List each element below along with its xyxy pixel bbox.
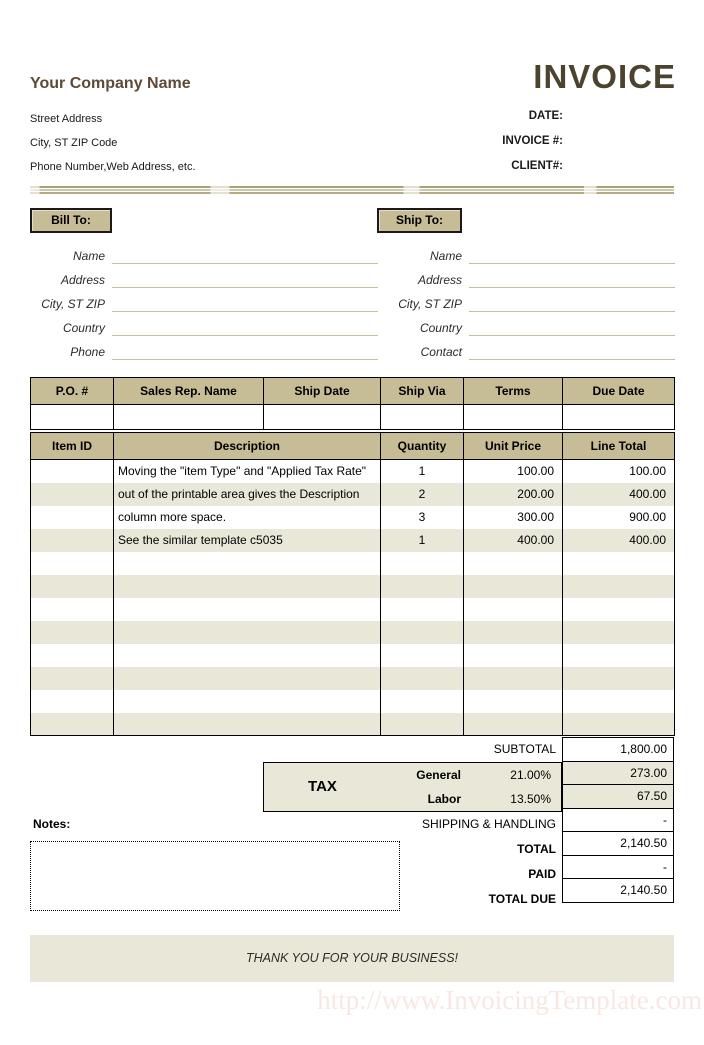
ship-to-row-contact [377,336,675,360]
bill-to-phone-label: Phone [70,345,105,359]
total-label: TOTAL [517,842,556,856]
invoice-number-label: INVOICE #: [502,135,563,147]
ship-to-address-label: Address [417,273,462,287]
item-row-empty [31,713,675,736]
ship-to-row-name [377,240,675,264]
item-id-cell[interactable] [31,506,114,529]
line-total-cell [563,621,675,644]
tax-label: TAX [308,778,337,795]
quantity-cell[interactable] [381,621,464,644]
ship-to-contact-input[interactable] [469,342,675,360]
notes-input[interactable] [30,841,400,911]
due-date-header: Due Date [563,378,675,405]
bill-to-row-name [30,240,378,264]
bill-to-city-label: City, ST ZIP [41,297,105,311]
subtotal-label: SUBTOTAL [493,742,556,756]
line-total-cell: 100.00 [563,460,675,483]
bill-to-row-phone [30,336,378,360]
line-total-cell [563,575,675,598]
terms-header: Terms [464,378,563,405]
bill-to-country-label: Country [62,321,105,335]
ship-to-city-input[interactable] [469,294,675,312]
item-id-cell[interactable] [31,529,114,552]
line-total-header: Line Total [563,433,675,460]
quantity-cell[interactable] [381,690,464,713]
tax-box [263,762,562,812]
tax-row-labor [381,787,557,811]
thank-you-banner: THANK YOU FOR YOUR BUSINESS! [30,935,674,982]
item-id-cell[interactable] [31,713,114,736]
description-cell[interactable] [114,667,381,690]
bill-to-row-city [30,288,378,312]
description-cell[interactable] [114,644,381,667]
bill-to-city-input[interactable] [112,294,378,312]
item-row [31,529,675,552]
shipping-value[interactable]: - [562,808,674,833]
shipping-label: SHIPPING & HANDLING [421,817,556,831]
quantity-cell[interactable] [381,598,464,621]
item-id-cell[interactable] [31,667,114,690]
items-table [30,432,675,736]
unit-price-cell[interactable] [464,667,563,690]
tax-labor-rate[interactable]: 13.50% [510,792,551,806]
ship-via-header: Ship Via [381,378,464,405]
bill-to-row-country [30,312,378,336]
tax-labor-value: 67.50 [562,784,674,809]
tax-general-rate[interactable]: 21.00% [510,768,551,782]
po-number-header: P.O. # [31,378,114,405]
ship-to-name-input[interactable] [469,246,675,264]
description-cell[interactable] [114,552,381,575]
quantity-cell[interactable] [381,667,464,690]
quantity-cell[interactable] [381,713,464,736]
line-total-cell: 400.00 [563,483,675,506]
ship-to-country-input[interactable] [469,318,675,336]
description-cell[interactable]: out of the printable area gives the Description [114,483,381,506]
quantity-header: Quantity [381,433,464,460]
total-value: 2,140.50 [562,831,674,856]
ship-to-row-city [377,288,675,312]
quantity-cell[interactable] [381,552,464,575]
paid-value[interactable]: - [562,855,674,880]
ship-to-name-label: Name [429,249,462,263]
line-total-cell [563,552,675,575]
order-info-table [30,377,675,430]
item-row [31,460,675,483]
unit-price-cell[interactable]: 100.00 [464,460,563,483]
ship-date-header: Ship Date [264,378,381,405]
items-header-row [31,433,675,460]
item-id-header: Item ID [31,433,114,460]
total-due-value: 2,140.50 [562,878,674,903]
item-row-empty [31,667,675,690]
item-row-empty [31,552,675,575]
tax-general-value: 273.00 [562,761,674,786]
description-cell[interactable]: column more space. [114,506,381,529]
unit-price-cell[interactable]: 200.00 [464,483,563,506]
invoice-title: INVOICE [533,58,676,95]
description-cell[interactable] [114,598,381,621]
line-total-cell [563,713,675,736]
line-total-cell [563,598,675,621]
tax-row-general [381,763,557,787]
quantity-cell[interactable]: 1 [381,529,464,552]
description-cell[interactable]: See the similar template c5035 [114,529,381,552]
item-id-cell[interactable] [31,598,114,621]
subtotal-value: 1,800.00 [562,737,674,762]
bill-to-country-input[interactable] [112,318,378,336]
bill-to-row-address [30,264,378,288]
item-row [31,483,675,506]
bill-to-name-label: Name [72,249,105,263]
item-id-cell[interactable] [31,690,114,713]
tax-general-name: General [416,768,461,782]
unit-price-header: Unit Price [464,433,563,460]
description-cell[interactable] [114,713,381,736]
unit-price-cell[interactable]: 300.00 [464,506,563,529]
quantity-cell[interactable]: 1 [381,460,464,483]
description-cell[interactable] [114,575,381,598]
company-city-line: City, ST ZIP Code [30,137,118,149]
line-total-cell [563,667,675,690]
item-row-empty [31,621,675,644]
unit-price-cell[interactable] [464,552,563,575]
quantity-cell[interactable] [381,575,464,598]
description-cell[interactable] [114,621,381,644]
date-label: DATE: [528,110,563,122]
totals-values [562,737,674,903]
ship-to-button[interactable]: Ship To: [377,208,462,233]
unit-price-cell[interactable] [464,690,563,713]
item-id-cell[interactable] [31,621,114,644]
line-total-cell: 400.00 [563,529,675,552]
bill-to-button[interactable]: Bill To: [30,208,112,233]
ship-to-address-input[interactable] [469,270,675,288]
description-cell[interactable]: Moving the "item Type" and "Applied Tax Rate" [114,460,381,483]
terms-cell[interactable] [464,405,563,430]
item-id-cell[interactable] [31,460,114,483]
paid-label: PAID [528,867,556,881]
sales-rep-header: Sales Rep. Name [114,378,264,405]
company-street-address: Street Address [30,113,103,125]
total-due-label: TOTAL DUE [488,892,556,906]
item-id-cell[interactable] [31,644,114,667]
description-header: Description [114,433,381,460]
item-id-cell[interactable] [31,552,114,575]
item-row-empty [31,598,675,621]
unit-price-cell[interactable] [464,598,563,621]
order-info-header-row [31,378,675,405]
tax-labor-name: Labor [427,792,461,806]
ship-to-fields [377,240,675,360]
ship-to-city-label: City, ST ZIP [398,297,462,311]
ship-to-contact-label: Contact [420,345,462,359]
ship-to-country-label: Country [419,321,462,335]
unit-price-cell[interactable] [464,644,563,667]
bill-to-name-input[interactable] [112,246,378,264]
quantity-cell[interactable]: 3 [381,506,464,529]
item-row-empty [31,644,675,667]
quantity-cell[interactable] [381,644,464,667]
watermark-text: http://www.InvoicingTemplate.com [317,985,702,1015]
quantity-cell[interactable]: 2 [381,483,464,506]
line-total-cell [563,644,675,667]
ship-to-row-country [377,312,675,336]
notes-label: Notes: [33,817,71,831]
bill-to-fields [30,240,378,360]
unit-price-cell[interactable]: 400.00 [464,529,563,552]
bill-to-address-label: Address [60,273,105,287]
line-total-cell: 900.00 [563,506,675,529]
description-cell[interactable] [114,690,381,713]
company-name: Your Company Name [30,75,191,92]
due-date-cell[interactable] [563,405,675,430]
ship-date-cell[interactable] [264,405,381,430]
bill-to-address-input[interactable] [112,270,378,288]
unit-price-cell[interactable] [464,713,563,736]
header-divider [30,186,674,195]
line-total-cell [563,690,675,713]
unit-price-cell[interactable] [464,575,563,598]
po-number-cell[interactable] [31,405,114,430]
order-info-entry-row [31,405,675,430]
item-id-cell[interactable] [31,575,114,598]
item-id-cell[interactable] [31,483,114,506]
company-phone-line: Phone Number,Web Address, etc. [30,161,196,173]
item-row-empty [31,690,675,713]
item-row-empty [31,575,675,598]
sales-rep-cell[interactable] [114,405,264,430]
bill-to-phone-input[interactable] [112,342,378,360]
client-number-label: CLIENT#: [511,160,563,172]
totals-section [30,737,674,917]
item-row [31,506,675,529]
ship-to-row-address [377,264,675,288]
ship-via-cell[interactable] [381,405,464,430]
unit-price-cell[interactable] [464,621,563,644]
